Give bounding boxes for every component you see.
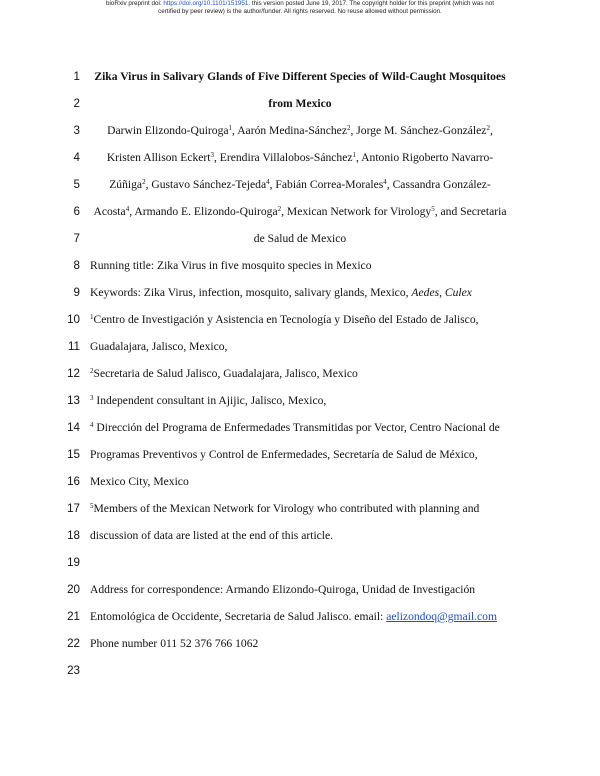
line-number: 20 (67, 583, 80, 596)
line-number: 13 (67, 394, 80, 407)
affiliation: $^4$ Dirección del Programa de Enfermedades Transmitidas por Vector, Centro Nacional de (90, 421, 500, 434)
affiliation: $^5$Members of the Mexican Network for Virology who contributed with planning and (90, 502, 480, 515)
paper-title-continued: from Mexico (268, 97, 332, 110)
line-number: 15 (67, 448, 80, 461)
line-number: 18 (67, 529, 80, 542)
manuscript-line (0, 338, 600, 356)
line-number: 4 (73, 151, 80, 164)
manuscript-line (0, 608, 600, 626)
manuscript-line (0, 68, 600, 86)
manuscript-line (0, 203, 600, 221)
line-number: 2 (73, 97, 80, 110)
header-text: bioRxiv preprint doi: (106, 0, 164, 7)
manuscript-line (0, 284, 600, 302)
affiliation: Programas Preventivos y Control de Enfermedades, Secretaría de Salud de México, (90, 448, 478, 461)
author-list: de Salud de Mexico (253, 232, 347, 245)
manuscript-line (0, 527, 600, 545)
doi-link[interactable]: https://doi.org/10.1101/151951 (163, 0, 249, 7)
line-number: 10 (67, 313, 80, 326)
line-number: 11 (67, 340, 80, 353)
correspondence: Entomológica de Occidente, Secretaria de Salud Jalisco. email: aelizondoq@gmail.com (90, 610, 497, 623)
author-list: Zúñiga$^2$, Gustavo Sánchez-Tejeda$^4$, Fabián Correa-Morales$^4$, Cassandra González- (109, 178, 491, 191)
phone-number: Phone number 011 52 376 766 1062 (90, 637, 259, 650)
manuscript-line (0, 662, 600, 680)
affiliation: $^2$Secretaria de Salud Jalisco, Guadalajara, Jalisco, Mexico (90, 367, 358, 380)
preprint-header (0, 0, 600, 16)
author-list: Acosta$^4$, Armando E. Elizondo-Quiroga$^2$, Mexican Network for Virology$^5$, and Secretaria (93, 205, 507, 218)
running-title: Running title: Zika Virus in five mosquito species in Mexico (90, 259, 372, 272)
affiliation: Mexico City, Mexico (90, 475, 189, 488)
line-number: 1 (73, 70, 80, 83)
affiliation: discussion of data are listed at the end of this article. (90, 529, 334, 542)
manuscript-line (0, 473, 600, 491)
manuscript-line (0, 230, 600, 248)
affiliation: $^1$Centro de Investigación y Asistencia en Tecnología y Diseño del Estado de Jalisco, (90, 313, 479, 326)
line-number: 5 (73, 178, 80, 191)
manuscript-line (0, 122, 600, 140)
author-list: Kristen Allison Eckert$^3$, Erendira Villalobos-Sánchez$^1$, Antonio Rigoberto Navarro- (106, 151, 494, 164)
line-number: 9 (73, 286, 80, 299)
author-list: Darwin Elizondo-Quiroga$^1$, Aarón Medina-Sánchez$^2$, Jorge M. Sánchez-González$^2$, (107, 124, 493, 137)
manuscript-line (0, 176, 600, 194)
manuscript-line (0, 257, 600, 275)
manuscript-line (0, 365, 600, 383)
manuscript-line (0, 500, 600, 518)
manuscript-line (0, 419, 600, 437)
line-number: 8 (73, 259, 80, 272)
manuscript-line (0, 149, 600, 167)
line-number: 22 (67, 637, 80, 650)
manuscript-line (0, 392, 600, 410)
line-number: 7 (73, 232, 80, 245)
line-number: 17 (67, 502, 80, 515)
line-number: 12 (67, 367, 80, 380)
manuscript-line (0, 581, 600, 599)
line-number: 16 (67, 475, 80, 488)
manuscript-line (0, 311, 600, 329)
paper-title: Zika Virus in Salivary Glands of Five Different Species of Wild-Caught Mosquitoes (94, 70, 506, 83)
header-line-1 (0, 0, 600, 8)
line-number: 3 (73, 124, 80, 137)
line-number: 14 (67, 421, 80, 434)
line-number: 19 (67, 556, 80, 569)
email-link[interactable]: aelizondoq@gmail.com (386, 610, 497, 623)
keywords: Keywords: Zika Virus, infection, mosquito, salivary glands, Mexico, Aedes, Culex (90, 286, 472, 299)
manuscript-line (0, 95, 600, 113)
manuscript-line (0, 635, 600, 653)
manuscript-line (0, 554, 600, 572)
manuscript-line (0, 446, 600, 464)
line-number: 23 (67, 664, 80, 677)
correspondence: Address for correspondence: Armando Elizondo-Quiroga, Unidad de Investigación (90, 583, 476, 596)
header-line-2: certified by peer review) is the author/funder. All rights reserved. No reuse allowed without permission. (158, 8, 442, 15)
line-number: 6 (73, 205, 80, 218)
affiliation: $^3$ Independent consultant in Ajijic, Jalisco, Mexico, (90, 394, 327, 407)
header-text: . this version posted June 19, 2017. The copyright holder for this preprint (which was not (248, 0, 494, 7)
line-number: 21 (67, 610, 80, 623)
affiliation: Guadalajara, Jalisco, Mexico, (90, 340, 228, 353)
